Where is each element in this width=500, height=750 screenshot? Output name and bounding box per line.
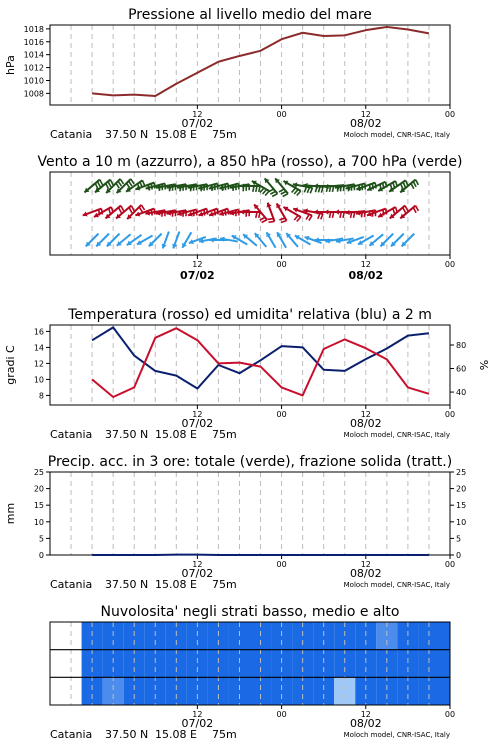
y-tick-label-right: 25 [456, 468, 467, 477]
wind-barb [367, 209, 387, 217]
cloud-cell [334, 677, 355, 705]
wind-barb-feather [263, 190, 267, 194]
wind-barb-feather [413, 208, 416, 213]
cloud-cell [271, 677, 292, 705]
cloud-cell [418, 650, 450, 678]
x-tick-label: 00 [276, 410, 287, 419]
x-tick-label: 12 [360, 110, 371, 119]
date-label: 08/02 [349, 417, 382, 430]
wind-barb-feather [310, 188, 312, 194]
wind-barb-feather [416, 180, 419, 185]
wind-barb-feather [283, 194, 288, 197]
wind-barb-feather [416, 206, 419, 211]
wind-barb-feather [411, 183, 414, 188]
y-tick-label: 14 [33, 343, 44, 353]
x-tick-label: 00 [444, 260, 456, 269]
wind-barb-feather [268, 219, 274, 220]
date-label: 07/02 [180, 269, 215, 282]
y-tick-label: 8 [38, 391, 44, 401]
chart-title: Temperatura (rosso) ed umidita' relativa (blu) a 2 m [68, 307, 432, 323]
wind-barb-feather [100, 180, 103, 185]
wind-barb-feather [121, 206, 124, 211]
wind-barb [267, 203, 275, 223]
x-tick-label: 00 [276, 260, 287, 269]
wind-barb-feather [297, 217, 301, 221]
y-tick-label-right: 80 [456, 341, 467, 350]
x-tick-label: 12 [192, 260, 203, 269]
y-tick-label-right: 60 [456, 364, 467, 374]
cloud-cell [103, 677, 124, 705]
y-tick-label-right: 0 [456, 551, 462, 560]
wind-barb [182, 232, 191, 248]
wind-barb-feather [120, 179, 123, 184]
wind-barb-feather [97, 182, 100, 187]
wind-barb-feather [272, 194, 277, 197]
y-axis-label: gradi C [4, 345, 17, 385]
wind-barb-head [240, 209, 244, 214]
wind-barb-head [335, 209, 339, 214]
y-tick-label: 25 [33, 468, 44, 477]
wind-barb-feather [304, 187, 306, 193]
x-tick-label: 12 [360, 260, 371, 269]
y-axis-label: hPa [4, 55, 17, 75]
date-label: 08/02 [349, 117, 382, 130]
cloud-cell [208, 677, 229, 705]
wind-barb-head [314, 209, 318, 214]
location-lon: 15.08 E [155, 428, 197, 441]
wind-barb-head [240, 183, 244, 188]
chart-title: Nuvolosita' negli strati basso, medio e alto [100, 604, 400, 620]
x-tick-label: 00 [444, 110, 456, 119]
date-label: 08/02 [349, 567, 382, 580]
cloud-cell [313, 677, 334, 705]
location-lon: 15.08 E [155, 128, 197, 141]
wind-barb-feather [106, 183, 109, 188]
wind-barb-feather [403, 208, 406, 213]
wind-barb [390, 206, 408, 219]
cloud-cell [250, 677, 271, 705]
cloud-cell [187, 677, 208, 705]
y-tick-label: 5 [38, 534, 44, 544]
cloud-cell [229, 677, 250, 705]
cloud-cell [418, 677, 450, 705]
wind-barb-feather [129, 181, 132, 186]
location-name: Catania [50, 128, 93, 141]
cloud-cell [124, 677, 145, 705]
y-tick-label: 1008 [23, 89, 44, 99]
panel-4 [50, 472, 450, 559]
location-lon: 15.08 E [155, 728, 197, 741]
panel-1 [50, 25, 450, 109]
location-name: Catania [50, 428, 93, 441]
wind-barb [162, 232, 169, 249]
location-lat: 37.50 N [105, 428, 149, 441]
y-tick-label: 1018 [23, 24, 44, 34]
wind-barb [105, 206, 123, 219]
wind-barb-head [345, 210, 349, 215]
chart-title: Precip. acc. in 3 ore: totale (verde), frazione solida (tratt.) [47, 454, 453, 470]
x-tick-label: 00 [276, 710, 287, 719]
model-credit: Moloch model, CNR-ISAC, Italy [343, 731, 450, 739]
y-tick-label: 1014 [23, 50, 44, 60]
y-tick-label-right: 15 [456, 501, 467, 511]
wind-barb [266, 232, 275, 248]
wind-barb-feather [309, 215, 312, 220]
x-tick-label: 00 [276, 110, 287, 119]
wind-barb-feather [294, 190, 298, 194]
wind-barb-feather [321, 214, 323, 220]
y-tick-label: 1012 [23, 63, 44, 73]
wind-barb [276, 203, 286, 222]
wind-barb-feather [306, 214, 309, 219]
cloud-cell [355, 677, 376, 705]
cloud-cell [397, 677, 418, 705]
location-name: Catania [50, 728, 93, 741]
x-tick-label: 00 [444, 560, 456, 569]
location-lon: 15.08 E [155, 578, 197, 591]
plot-frame [50, 25, 450, 105]
wind-barb-feather [307, 187, 309, 193]
y-tick-label: 20 [33, 484, 44, 494]
wind-barb [96, 234, 109, 247]
x-tick-label: 12 [360, 410, 371, 419]
y-tick-label-right: 20 [456, 484, 467, 494]
wind-barb-feather [270, 191, 275, 194]
y-axis-label: mm [4, 502, 17, 525]
location-alt: 75m [212, 578, 237, 591]
y-tick-label-right: 10 [456, 517, 467, 527]
wind-barb-head [209, 237, 213, 242]
wind-barb-feather [413, 182, 416, 187]
wind-barb-feather [129, 208, 132, 213]
model-credit: Moloch model, CNR-ISAC, Italy [343, 131, 450, 139]
y-tick-label: 12 [33, 359, 44, 369]
wind-barb-feather [269, 221, 275, 222]
wind-barb-feather [131, 179, 134, 184]
chart-title: Vento a 10 m (azzurro), a 850 hPa (rosso), a 700 hPa (verde) [37, 154, 463, 170]
date-label: 07/02 [181, 717, 214, 730]
wind-barb-feather [139, 207, 142, 212]
wind-barb-feather [108, 182, 111, 187]
cloud-cell [82, 677, 103, 705]
cloud-cell [376, 677, 397, 705]
date-label: 08/02 [349, 717, 382, 730]
wind-barb-feather [403, 182, 405, 188]
cloud-cell [418, 622, 450, 650]
chart-title: Pressione al livello medio del mare [128, 7, 372, 23]
cloud-cell [166, 677, 187, 705]
y-tick-label: 0 [38, 551, 44, 560]
wind-barb-feather [294, 216, 298, 220]
wind-barb [84, 180, 102, 193]
x-tick-label: 00 [444, 710, 456, 719]
wind-barb-head [324, 209, 328, 214]
y-tick-label-right: 5 [456, 534, 462, 544]
location-lat: 37.50 N [105, 578, 149, 591]
model-credit: Moloch model, CNR-ISAC, Italy [343, 581, 450, 589]
x-tick-label: 12 [360, 710, 371, 719]
wind-barb [324, 209, 344, 218]
wind-barb-feather [119, 208, 122, 213]
location-alt: 75m [212, 728, 237, 741]
cloud-cell [292, 677, 313, 705]
y-axis-label-right: % [478, 359, 491, 371]
wind-barb [172, 232, 179, 249]
y-tick-label: 16 [33, 327, 44, 337]
y-tick-label: 10 [33, 517, 44, 527]
date-label: 07/02 [181, 567, 214, 580]
location-alt: 75m [212, 428, 237, 441]
x-tick-label: 12 [192, 560, 203, 569]
wind-barb-feather [262, 220, 267, 223]
wind-barb [391, 234, 404, 247]
cloud-cell [145, 677, 166, 705]
x-tick-label: 12 [360, 560, 371, 569]
x-tick-label: 12 [192, 410, 203, 419]
location-alt: 75m [212, 128, 237, 141]
y-tick-label: 1016 [23, 37, 44, 47]
y-tick-label: 10 [33, 375, 44, 385]
wind-barb-feather [318, 213, 320, 219]
wind-barb-feather [297, 191, 301, 195]
location-name: Catania [50, 578, 93, 591]
wind-barb-head [314, 183, 318, 188]
y-tick-label-right: 40 [456, 388, 467, 398]
wind-barb-feather [141, 205, 144, 210]
wind-barb-feather [116, 183, 119, 188]
model-credit: Moloch model, CNR-ISAC, Italy [343, 431, 450, 439]
x-tick-label: 00 [276, 560, 287, 569]
x-tick-label: 12 [192, 710, 203, 719]
date-label: 08/02 [348, 269, 384, 282]
plot-frame [50, 472, 450, 555]
y-tick-label: 1010 [23, 76, 44, 86]
location-lat: 37.50 N [105, 128, 149, 141]
x-tick-label: 00 [444, 410, 456, 419]
date-label: 07/02 [181, 417, 214, 430]
y-tick-label: 15 [33, 501, 44, 511]
date-label: 07/02 [181, 117, 214, 130]
wind-barb [283, 181, 300, 196]
wind-barb-feather [142, 180, 144, 186]
wind-barb-feather [292, 188, 296, 192]
x-tick-label: 12 [192, 110, 203, 119]
wind-barb-feather [279, 218, 285, 220]
location-lat: 37.50 N [105, 728, 149, 741]
wind-barb-feather [118, 181, 121, 186]
